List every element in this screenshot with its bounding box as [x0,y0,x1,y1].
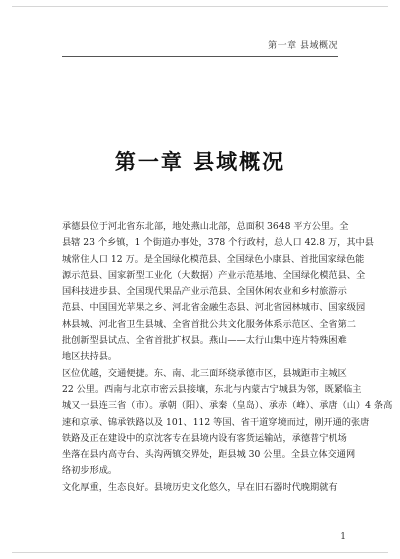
page-bottom-border [12,552,388,553]
text-line: 地区扶持县。 [62,351,118,363]
text-line: 22 公里。西南与北京市密云县接壤，东北与内蒙古宁城县为邻，既紧临主 [62,383,362,395]
text-line: 坐落在县内高寺台、头沟两镇交界处，距县城 30 公里。全县立体交通网 [62,449,356,461]
text-line: 铁路及正在建设中的京沈客专在县境内设有客货运输站，承德普宁机场 [62,432,347,444]
chapter-title: 第一章 县域概况 [114,150,286,174]
text-line: 速和京承、锦承铁路以及 101、112 等国、省干道穿境而过，刚开通的张唐 [62,416,370,428]
text-line: 区位优越，交通便捷。东、南、北三面环绕承德市区，县城距市主城区 [62,367,347,379]
text-line: 范县、中国国光苹果之乡、河北省金融生态县、河北省园林城市、国家级园 [62,302,366,314]
text-line: 国科技进步县、全国现代果品产业示范县、全国休闲农业和乡村旅游示 [62,286,347,298]
text-line: 林县城、河北省卫生县城、全省首批公共文化服务体系示范区、全省第二 [62,318,356,330]
running-header: 第一章 县域概况 [268,41,338,51]
text-line: 络初步形成。 [62,465,118,477]
paragraph [62,480,340,496]
header-rule [62,56,338,57]
text-line: 源示范县、国家新型工业化（大数据）产业示范基地、全国绿化模范县、全 [62,269,366,281]
text-line: 文化厚重，生态良好。县境历史文化悠久，早在旧石器时代晚期就有 [62,481,338,493]
body-text [62,219,393,496]
text-line: 城常住人口 12 万。是全国绿化模范县、全国绿色小康县、首批国家绿色能 [62,253,365,265]
paragraph [62,219,374,366]
page-number: 1 [340,532,346,542]
text-line: 县辖 23 个乡镇，1 个街道办事处，378 个行政村，总人口 42.8 万，其中县 [62,237,374,249]
text-line: 城又一县连三省（市）。承朝（阳）、承秦（皇岛）、承赤（峰）、承唐（山）4 条高 [62,400,393,412]
page-top-border [12,6,388,7]
text-line: 批创新型县试点、全省首批扩权县。燕山——太行山集中连片特殊困难 [62,335,347,347]
text-line: 承德县位于河北省东北部，地处燕山北部，总面积 3648 平方公里。全 [62,221,349,232]
paragraph [62,366,393,480]
